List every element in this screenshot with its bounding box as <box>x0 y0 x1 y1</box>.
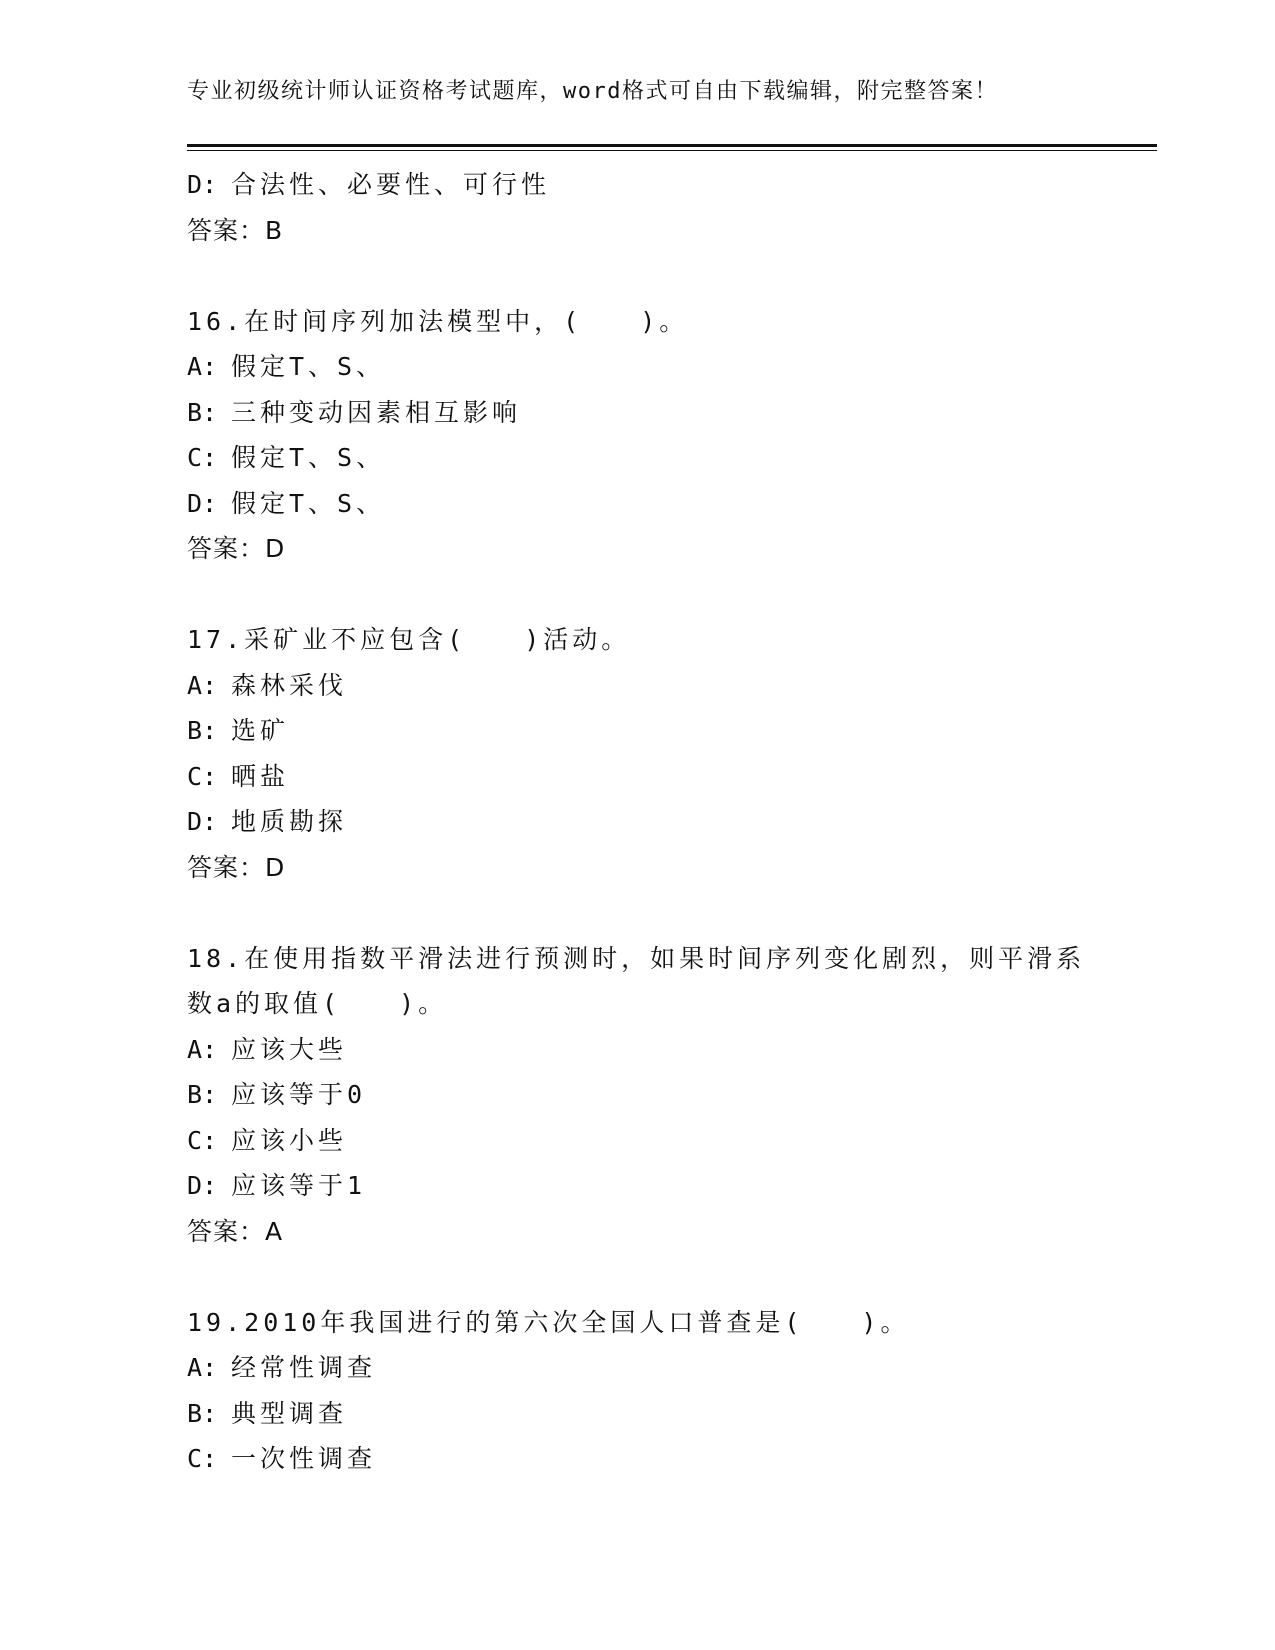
option-letter: D: <box>187 170 218 199</box>
question-stem-16: 16.在时间序列加法模型中，( )。 <box>187 306 689 336</box>
option-b <box>187 1391 1087 1437</box>
page-header: 专业初级统计师认证资格考试题库，word格式可自由下载编辑，附完整答案！ <box>187 79 998 104</box>
option-letter: C: <box>187 443 218 472</box>
question-stem-19: 19.2010年我国进行的第六次全国人口普查是( )。 <box>187 1307 910 1337</box>
option-letter: D: <box>187 488 218 518</box>
option-text: 应该等于0 <box>231 1080 367 1109</box>
option-letter: C: <box>187 761 218 791</box>
answer-line: 答案：B <box>187 215 284 245</box>
option-b <box>187 390 1087 436</box>
option-text: 应该大些 <box>231 1034 348 1064</box>
option-text: 合法性、必要性、可行性 <box>231 170 551 199</box>
option-letter: D: <box>187 1171 218 1200</box>
option-letter: B: <box>187 397 218 427</box>
option-letter: B: <box>187 1398 218 1428</box>
option-text: 应该小些 <box>231 1125 348 1155</box>
option-d <box>187 162 1087 208</box>
option-letter: A: <box>187 1034 218 1064</box>
option-letter: B: <box>187 716 218 745</box>
option-c <box>187 754 1087 800</box>
option-c <box>187 1118 1087 1164</box>
option-d <box>187 481 1087 527</box>
header-rule-thin <box>187 150 1157 151</box>
option-text: 地质勘探 <box>231 807 348 836</box>
option-text: 森林采伐 <box>231 670 348 700</box>
option-c <box>187 1436 1087 1482</box>
option-text: 假定T、S、 <box>231 488 386 518</box>
option-b <box>187 708 1087 754</box>
option-text: 一次性调查 <box>231 1444 377 1473</box>
option-letter: D: <box>187 807 218 836</box>
option-letter: C: <box>187 1444 218 1473</box>
option-text: 假定T、S、 <box>231 352 386 381</box>
option-letter: B: <box>187 1080 218 1109</box>
spacer <box>187 890 1087 936</box>
answer-line: 答案：A <box>187 1216 284 1246</box>
option-d <box>187 799 1087 845</box>
option-a <box>187 1345 1087 1391</box>
option-letter: A: <box>187 1353 218 1382</box>
option-text: 典型调查 <box>231 1398 348 1428</box>
option-text: 选矿 <box>231 716 290 745</box>
option-text: 三种变动因素相互影响 <box>231 397 522 427</box>
answer-line: 答案：D <box>187 852 286 882</box>
question-list <box>187 162 1087 1482</box>
header-rule-thick <box>187 144 1157 147</box>
option-letter: C: <box>187 1125 218 1155</box>
option-a <box>187 344 1087 390</box>
option-c <box>187 435 1087 481</box>
option-a <box>187 663 1087 709</box>
option-text: 应该等于1 <box>231 1171 367 1200</box>
spacer <box>187 572 1087 618</box>
option-text: 经常性调查 <box>231 1353 377 1382</box>
option-text: 晒盐 <box>231 761 290 791</box>
question-stem-17: 17.采矿业不应包含( )活动。 <box>187 625 631 654</box>
option-letter: A: <box>187 352 218 381</box>
option-text: 假定T、S、 <box>231 443 386 472</box>
option-letter: A: <box>187 670 218 700</box>
answer-line: 答案：D <box>187 534 286 563</box>
question-stem-18: 18.在使用指数平滑法进行预测时，如果时间序列变化剧烈，则平滑系 <box>187 943 1086 973</box>
question-stem-18-cont: 数a的取值( )。 <box>187 989 448 1018</box>
option-b <box>187 1072 1087 1118</box>
spacer <box>187 253 1087 299</box>
option-d <box>187 1163 1087 1209</box>
spacer <box>187 1254 1087 1300</box>
option-a <box>187 1027 1087 1073</box>
